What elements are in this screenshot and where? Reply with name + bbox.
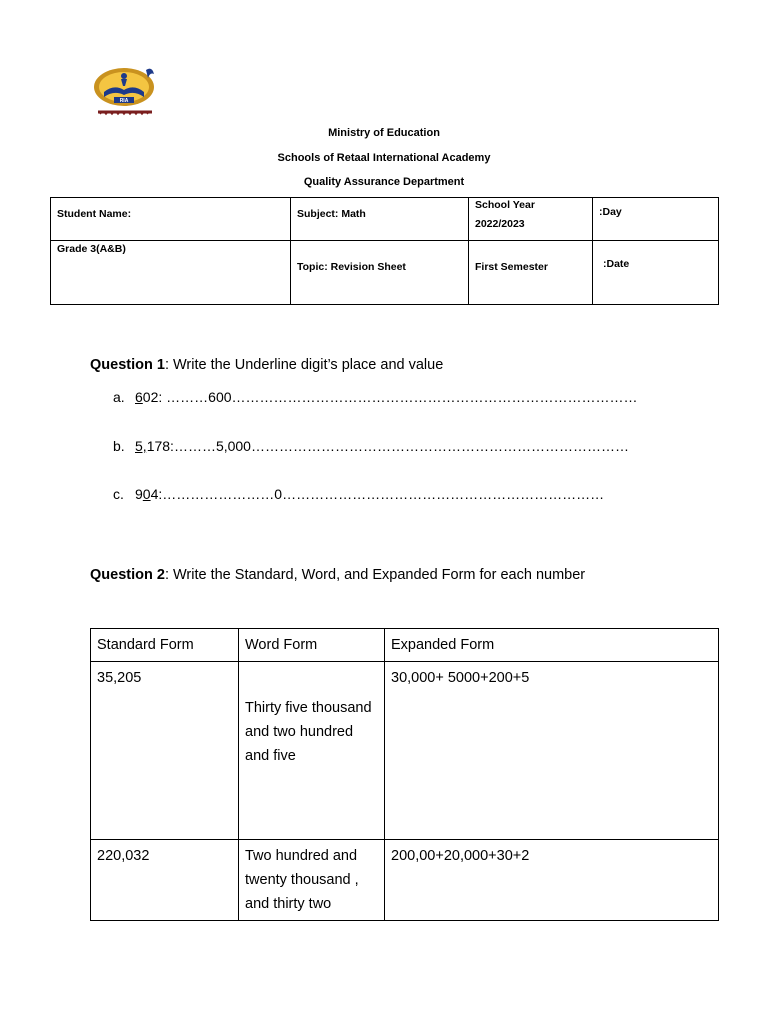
question-1-heading: Question 1: Write the Underline digit’s place and value [90,357,444,373]
column-header-word: Word Form [239,629,385,662]
column-header-standard: Standard Form [91,629,239,662]
column-header-expanded: Expanded Form [385,629,719,662]
table-row [91,662,719,840]
svg-text:RIA: RIA [119,98,129,104]
school-title: Schools of Retaal International Academy [277,152,491,164]
word-form-cell: Thirty five thousand and two hundred and five [239,662,385,840]
standard-form-cell: 35,205 [91,662,239,840]
standard-form-cell: 220,032 [91,840,239,921]
expanded-form-cell: 200,00+20,000+30+2 [385,840,719,921]
day-cell: :Day [593,198,719,241]
academy-logo-icon [90,64,176,126]
forms-table [90,628,719,921]
answer-b: ………5,000……………………………………………………………………… [173,438,629,454]
subject-cell: Subject: Math [291,198,469,241]
topic-cell: Topic: Revision Sheet [291,241,469,305]
grade-cell: Grade 3(A&B) [51,241,291,305]
date-cell: :Date [593,241,719,305]
department-title: Quality Assurance Department [303,176,465,188]
question-1-item-b: b. 5,178:………5,000……………………………………………………………………… [113,438,629,454]
question-1-item-c: c. 904:……………………0…………………………………………………………… [113,486,605,502]
word-form-cell: Two hundred and twenty thousand , and thirty two [239,840,385,921]
info-table [50,197,719,305]
question-2-heading: Question 2: Write the Standard, Word, and Expanded Form for each number [90,567,586,583]
ministry-title: Ministry of Education [328,127,440,139]
student-name-cell: Student Name: [51,198,291,241]
semester-cell: First Semester [469,241,593,305]
table-row [91,840,719,921]
answer-c: ……………………0…………………………………………………………… [162,486,605,502]
school-year-cell: School Year 2022/2023 [469,198,593,241]
question-1-item-a: a. 602: ………600…………………………………………………………………………… [113,389,638,405]
answer-a: ………600…………………………………………………………………………… [162,389,638,405]
expanded-form-cell: 30,000+ 5000+200+5 [385,662,719,840]
